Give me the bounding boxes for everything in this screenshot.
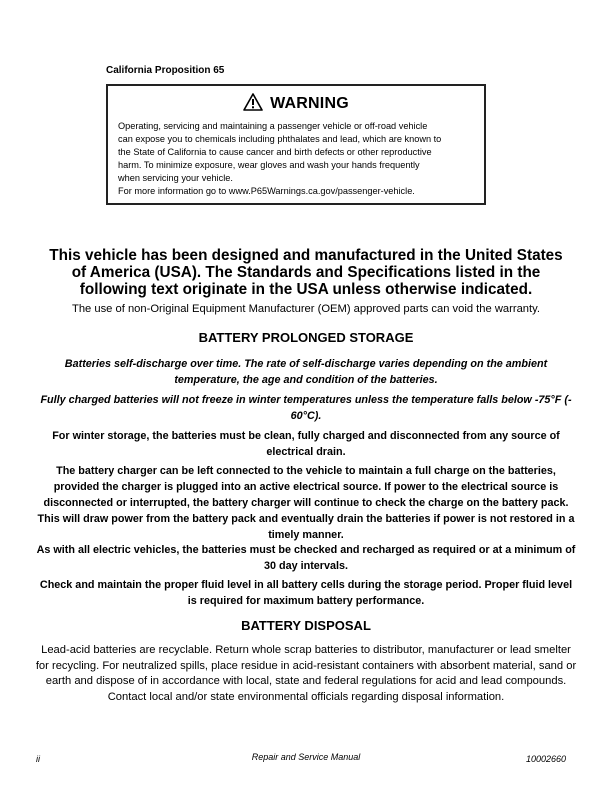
warning-header bbox=[108, 93, 484, 113]
warning-line: can expose you to chemicals including phthalates and lead, which are known to bbox=[118, 134, 442, 144]
warning-line: when servicing your vehicle. bbox=[118, 173, 233, 183]
prop65-heading: California Proposition 65 bbox=[106, 65, 225, 76]
storage-paragraph: Batteries self-discharge over time. The rate of self-discharge varies depending on the ambient temperature, the age and condition of the batteries. bbox=[64, 358, 548, 386]
warning-line: harm. To minimize exposure, wear gloves and wash your hands frequently bbox=[118, 160, 420, 170]
storage-paragraph: Fully charged batteries will not freeze in winter temperatures unless the temperature falls below -75°F (- 60°C). bbox=[40, 394, 572, 422]
disposal-heading: BATTERY DISPOSAL bbox=[241, 618, 371, 633]
warning-line: For more information go to www.P65Warnings.ca.gov/passenger-vehicle. bbox=[118, 186, 415, 196]
warning-line: the State of California to cause cancer and birth defects or other reproductive bbox=[118, 147, 432, 157]
disposal-paragraph: Lead-acid batteries are recyclable. Return whole scrap batteries to distributor, manufacturer or lead smelter for recycling. For neutralized spills, place residue in acid-resistant containers with absorbent material, sand or earth and dispose of in accordance with local, state and federal regulations for acid and lead compounds. Contact local and/or state environmental officials regarding disposal information. bbox=[35, 644, 577, 703]
warning-triangle-icon bbox=[243, 93, 263, 111]
storage-paragraph: The battery charger can be left connected to the vehicle to maintain a full charge on the batteries, provided the charger is plugged into an active electrical source. If power to the electrical source is disconnected or interrupted, the battery charger will continue to check the charge on the battery pack. This will draw power from the battery pack and eventually drain the batteries if power is not restored in a timely manner. bbox=[37, 465, 575, 541]
oem-note: The use of non-Original Equipment Manufacturer (OEM) approved parts can void the warranty. bbox=[71, 303, 541, 315]
storage-paragraph: Check and maintain the proper fluid level in all battery cells during the storage period. Proper fluid level is required for maximum battery performance. bbox=[39, 579, 573, 607]
storage-paragraph: For winter storage, the batteries must be clean, fully charged and disconnected from any source of electrical drain. bbox=[52, 430, 560, 458]
page-number: ii bbox=[36, 754, 40, 764]
usa-statement: This vehicle has been designed and manufactured in the United States of America (USA). The Standards and Specifications listed in the following text originate in the USA unless otherwise indicated. bbox=[49, 247, 563, 298]
document-number: 10002660 bbox=[525, 754, 566, 764]
warning-line: Operating, servicing and maintaining a passenger vehicle or off-road vehicle bbox=[118, 121, 428, 131]
storage-paragraph: As with all electric vehicles, the batteries must be checked and recharged as required or at a minimum of 30 day intervals. bbox=[36, 544, 576, 572]
warning-text bbox=[118, 120, 476, 198]
storage-heading: BATTERY PROLONGED STORAGE bbox=[198, 330, 414, 345]
footer-title: Repair and Service Manual bbox=[251, 752, 361, 762]
warning-title: WARNING bbox=[270, 95, 349, 112]
warning-box bbox=[106, 84, 486, 205]
